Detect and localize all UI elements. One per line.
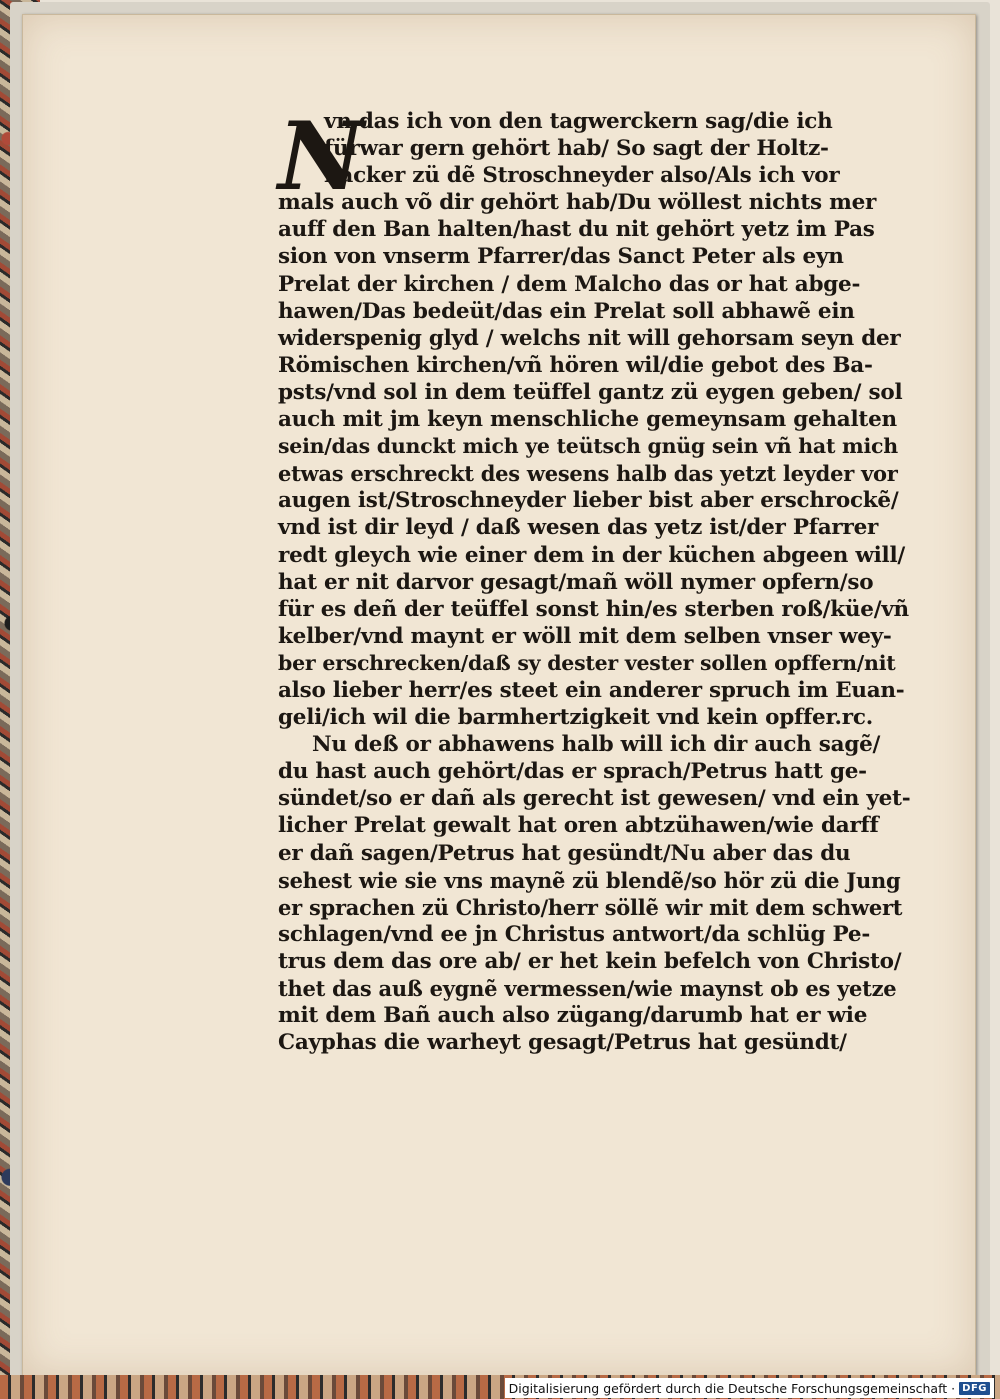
text-line: augen ist/Stroschneyder lieber bist aber erschrockẽ/ [278, 488, 899, 514]
text-line: hat er nit darvor gesagt/mañ wöll nymer opfern/so [278, 569, 874, 595]
text-line: er dañ sagen/Petrus hat gesündt/Nu aber das du [278, 840, 851, 866]
text-line: sehest wie sie vns maynẽ zü blendẽ/so hör zü die Jung [278, 867, 901, 893]
footer-credit: Digitalisierung gefördert durch die Deutsche Forschungsgemeinschaft [508, 1380, 948, 1396]
text-line: trus dem das ore ab/ er het kein befelch von Christo/ [278, 948, 902, 974]
text-line: hawen/Das bedeüt/das ein Prelat soll abhawẽ ein [278, 298, 855, 324]
digitization-footer [505, 1378, 994, 1398]
text-block [278, 102, 911, 1056]
text-line: Prelat der kirchen / dem Malcho das or hat abge- [278, 271, 861, 297]
text-line: psts/vnd sol in dem teüffel gantz zü eygen geben/ sol [278, 379, 903, 405]
text-line: hacker zü dẽ Stroschneyder also/Als ich vor [324, 163, 840, 189]
text-line: thet das auß eygnẽ vermessen/wie maynst ob es yetze [278, 976, 897, 1001]
text-line: vn das ich von den tagwerckern sag/die ich [324, 109, 833, 134]
text-line: sion von vnserm Pfarrer/das Sanct Peter als eyn [278, 244, 844, 270]
text-line: Cayphas die warheyt gesagt/Petrus hat gesündt/ [278, 1030, 847, 1056]
text-line: widerspenig glyd / welchs nit will gehorsam seyn der [278, 325, 901, 351]
text-line: du hast auch gehört/das er sprach/Petrus hatt ge- [278, 759, 867, 785]
text-line: licher Prelat gewalt hat oren abtzühawen/wie darff [278, 813, 879, 839]
dfg-logo-icon[interactable]: DFG [959, 1382, 990, 1395]
text-line: Nu deß or abhawens halb will ich dir auch sagẽ/ [312, 732, 881, 758]
text-line: geli/ich wil die barmhertzigkeit vnd kein opffer.rc. [278, 705, 873, 731]
text-line: etwas erschreckt des wesens halb das yetzt leyder vor [278, 461, 898, 487]
text-line: redt gleych wie einer dem in der küchen abgeen will/ [278, 542, 905, 568]
text-line: mit dem Bañ auch also zügang/darumb hat er wie [278, 1003, 868, 1029]
text-line: sein/das dunckt mich ye teütsch gnüg sein vñ hat mich [278, 434, 898, 459]
text-line: ber erschrecken/daß sy dester vester sollen opffern/nit [278, 650, 896, 675]
text-line: vnd ist dir leyd / daß wesen das yetz ist/der Pfarrer [278, 515, 879, 541]
text-line: fürwar gern gehört hab/ So sagt der Holtz- [324, 136, 829, 162]
text-line: Römischen kirchen/vñ hören wil/die gebot des Ba- [278, 352, 873, 378]
text-line: sündet/so er dañ als gerecht ist gewesen/ vnd ein yet- [278, 786, 911, 812]
text-line: mals auch võ dir gehört hab/Du wöllest nichts mer [278, 190, 877, 216]
text-line: kelber/vnd maynt er wöll mit dem selben vnser wey- [278, 623, 892, 649]
drop-cap: N [278, 102, 364, 212]
text-line: auch mit jm keyn menschliche gemeynsam gehalten [278, 407, 897, 433]
text-line: auff den Ban halten/hast du nit gehört yetz im Pas [278, 217, 875, 243]
text-line: schlagen/vnd ee jn Christus antwort/da schlüg Pe- [278, 921, 870, 947]
text-line: für es deñ der teüffel sonst hin/es sterben roß/küe/vñ [278, 596, 909, 622]
text-line: also lieber herr/es steet ein anderer spruch im Euan- [278, 677, 905, 703]
text-line: er sprachen zü Christo/herr söllẽ wir mit dem schwert [278, 894, 903, 920]
footer-separator: · [951, 1380, 956, 1396]
